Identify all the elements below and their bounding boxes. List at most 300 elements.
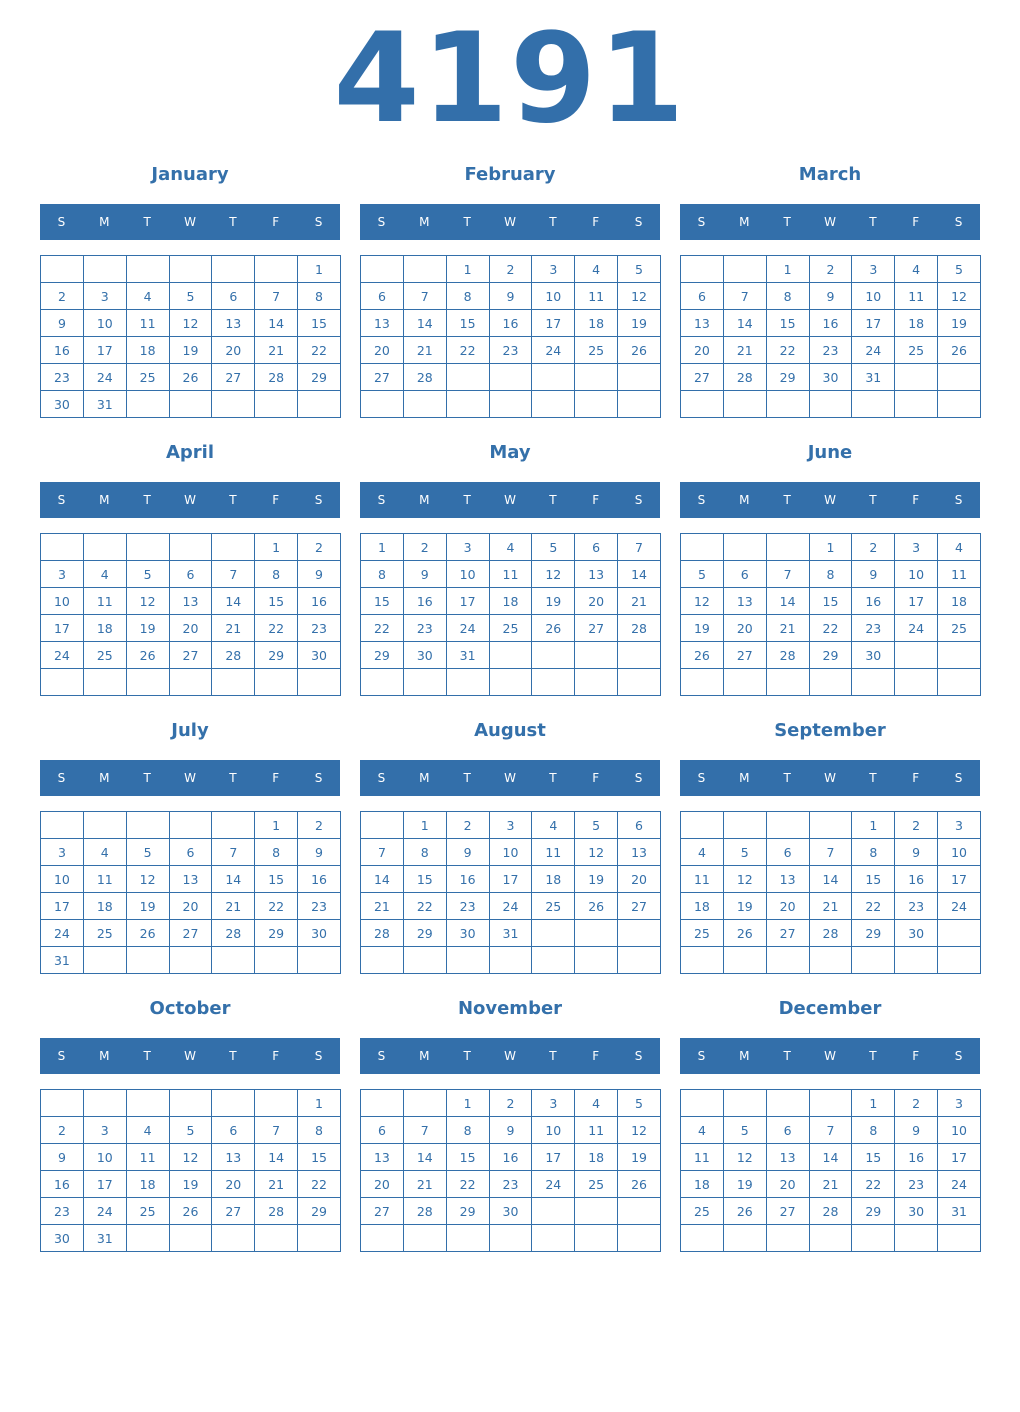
day-cell: 30	[298, 642, 341, 669]
day-cell: 8	[403, 839, 446, 866]
day-cell: 15	[766, 310, 809, 337]
day-cell	[809, 391, 852, 418]
day-cell: 24	[532, 1171, 575, 1198]
day-cell: 21	[212, 615, 255, 642]
day-cell: 21	[212, 893, 255, 920]
day-cell: 12	[723, 1144, 766, 1171]
day-cell: 30	[489, 1198, 532, 1225]
day-cell	[255, 1090, 298, 1117]
day-cell: 9	[403, 561, 446, 588]
day-cell: 16	[489, 1144, 532, 1171]
day-cell: 28	[766, 642, 809, 669]
day-cell: 16	[489, 310, 532, 337]
day-cell: 31	[41, 947, 84, 974]
weekday-label: W	[824, 215, 836, 229]
day-cell: 18	[938, 588, 981, 615]
week-row	[41, 1117, 341, 1144]
day-cell: 16	[809, 310, 852, 337]
week-row	[361, 866, 661, 893]
day-cell: 26	[618, 337, 661, 364]
day-cell	[446, 947, 489, 974]
day-cell: 21	[361, 893, 404, 920]
day-cell: 29	[852, 920, 895, 947]
day-cell: 8	[298, 1117, 341, 1144]
day-cell	[489, 947, 532, 974]
day-cell	[938, 642, 981, 669]
day-cell	[83, 669, 126, 696]
weekday-header	[360, 482, 660, 518]
day-cell	[723, 947, 766, 974]
day-cell	[618, 364, 661, 391]
day-cell: 29	[852, 1198, 895, 1225]
day-cell	[169, 391, 212, 418]
day-cell: 20	[212, 337, 255, 364]
day-cell	[126, 534, 169, 561]
day-cell: 7	[361, 839, 404, 866]
week-row	[41, 561, 341, 588]
day-cell: 8	[255, 561, 298, 588]
day-cell	[766, 947, 809, 974]
weekday-label: F	[272, 493, 280, 507]
day-cell: 23	[403, 615, 446, 642]
day-cell: 21	[809, 893, 852, 920]
day-cell: 18	[575, 310, 618, 337]
day-cell	[403, 947, 446, 974]
day-cell: 10	[83, 1144, 126, 1171]
day-cell	[681, 534, 724, 561]
week-row	[361, 615, 661, 642]
day-cell: 2	[41, 283, 84, 310]
day-cell: 27	[618, 893, 661, 920]
day-cell	[681, 947, 724, 974]
week-row	[681, 1090, 981, 1117]
weekday-label: W	[504, 1049, 516, 1063]
day-cell	[255, 391, 298, 418]
week-row	[681, 1171, 981, 1198]
day-cell: 27	[766, 920, 809, 947]
day-cell: 7	[255, 1117, 298, 1144]
day-cell: 15	[361, 588, 404, 615]
day-cell: 14	[212, 866, 255, 893]
day-grid	[680, 811, 981, 974]
day-cell: 27	[212, 1198, 255, 1225]
day-cell: 16	[895, 866, 938, 893]
day-cell: 12	[723, 866, 766, 893]
weekday-label: M	[99, 493, 110, 507]
week-row	[681, 256, 981, 283]
day-cell: 1	[852, 1090, 895, 1117]
week-row	[41, 642, 341, 669]
day-cell	[403, 391, 446, 418]
day-cell	[212, 256, 255, 283]
month-name: May	[489, 442, 531, 463]
day-cell: 25	[938, 615, 981, 642]
day-cell: 1	[852, 812, 895, 839]
day-cell: 26	[938, 337, 981, 364]
day-cell: 9	[489, 1117, 532, 1144]
day-cell: 29	[298, 364, 341, 391]
weekday-label: M	[739, 215, 750, 229]
day-cell: 8	[446, 283, 489, 310]
day-cell: 7	[403, 283, 446, 310]
day-cell	[298, 1225, 341, 1252]
day-cell	[809, 947, 852, 974]
day-cell: 25	[126, 364, 169, 391]
day-cell: 15	[298, 310, 341, 337]
day-cell: 25	[532, 893, 575, 920]
day-cell: 10	[446, 561, 489, 588]
day-cell: 9	[298, 839, 341, 866]
day-cell: 28	[809, 1198, 852, 1225]
day-cell	[895, 364, 938, 391]
weekday-label: T	[463, 1049, 471, 1063]
day-cell: 19	[723, 1171, 766, 1198]
day-cell: 20	[766, 893, 809, 920]
day-cell	[446, 391, 489, 418]
day-cell	[618, 920, 661, 947]
day-cell: 21	[255, 337, 298, 364]
day-cell: 23	[446, 893, 489, 920]
day-cell: 9	[489, 283, 532, 310]
day-cell: 23	[298, 893, 341, 920]
day-cell: 28	[403, 1198, 446, 1225]
weekday-label: T	[869, 771, 877, 785]
day-cell: 4	[681, 1117, 724, 1144]
day-cell	[575, 947, 618, 974]
day-cell: 31	[83, 1225, 126, 1252]
day-cell	[446, 669, 489, 696]
day-cell: 4	[895, 256, 938, 283]
day-cell: 9	[895, 1117, 938, 1144]
day-cell	[766, 391, 809, 418]
day-cell	[809, 669, 852, 696]
weekday-label: W	[824, 771, 836, 785]
day-cell: 22	[446, 1171, 489, 1198]
day-cell: 2	[298, 534, 341, 561]
day-cell: 13	[169, 588, 212, 615]
day-cell: 12	[618, 1117, 661, 1144]
day-cell	[618, 669, 661, 696]
weekday-label: T	[869, 493, 877, 507]
day-cell: 16	[403, 588, 446, 615]
weekday-label: T	[229, 493, 237, 507]
day-cell: 9	[895, 839, 938, 866]
day-cell: 7	[618, 534, 661, 561]
day-cell: 30	[403, 642, 446, 669]
week-row	[361, 920, 661, 947]
day-cell	[618, 391, 661, 418]
month-name: October	[149, 998, 231, 1019]
week-row	[681, 669, 981, 696]
day-cell: 23	[489, 337, 532, 364]
weekday-label: S	[634, 771, 643, 785]
day-cell: 6	[723, 561, 766, 588]
day-cell: 19	[618, 1144, 661, 1171]
day-cell	[895, 1225, 938, 1252]
day-cell: 5	[169, 283, 212, 310]
week-row	[361, 256, 661, 283]
day-cell: 31	[489, 920, 532, 947]
day-cell: 7	[766, 561, 809, 588]
day-cell: 26	[681, 642, 724, 669]
day-cell	[298, 669, 341, 696]
day-cell: 3	[532, 256, 575, 283]
weekday-header	[680, 204, 980, 240]
day-cell	[575, 1225, 618, 1252]
day-cell: 25	[575, 1171, 618, 1198]
day-cell: 10	[489, 839, 532, 866]
week-row	[41, 364, 341, 391]
day-cell: 26	[723, 920, 766, 947]
day-cell: 5	[169, 1117, 212, 1144]
day-cell: 1	[403, 812, 446, 839]
day-cell: 12	[169, 310, 212, 337]
day-cell	[532, 642, 575, 669]
day-cell	[489, 391, 532, 418]
day-cell: 3	[83, 283, 126, 310]
day-cell: 31	[446, 642, 489, 669]
day-cell	[938, 947, 981, 974]
day-cell: 3	[41, 839, 84, 866]
day-cell: 21	[809, 1171, 852, 1198]
weekday-label: W	[824, 1049, 836, 1063]
day-cell: 19	[126, 615, 169, 642]
day-cell: 14	[255, 310, 298, 337]
day-cell: 6	[212, 1117, 255, 1144]
day-cell: 29	[298, 1198, 341, 1225]
week-row	[361, 310, 661, 337]
day-cell: 18	[681, 893, 724, 920]
day-cell	[361, 812, 404, 839]
weekday-label: W	[504, 771, 516, 785]
day-cell: 19	[938, 310, 981, 337]
day-cell	[618, 1225, 661, 1252]
day-cell: 3	[895, 534, 938, 561]
day-cell	[489, 669, 532, 696]
day-cell: 2	[298, 812, 341, 839]
weekday-label: M	[419, 215, 430, 229]
week-row	[41, 391, 341, 418]
day-cell: 11	[126, 310, 169, 337]
weekday-label: S	[57, 1049, 66, 1063]
day-cell	[938, 669, 981, 696]
day-cell	[361, 1090, 404, 1117]
day-cell	[361, 947, 404, 974]
day-cell: 2	[41, 1117, 84, 1144]
day-cell: 12	[618, 283, 661, 310]
day-cell: 10	[532, 1117, 575, 1144]
day-cell: 23	[895, 893, 938, 920]
day-cell: 25	[681, 1198, 724, 1225]
weekday-label: T	[869, 1049, 877, 1063]
day-cell	[169, 1090, 212, 1117]
day-cell: 23	[895, 1171, 938, 1198]
day-cell: 2	[489, 1090, 532, 1117]
day-cell: 13	[618, 839, 661, 866]
day-cell: 7	[212, 561, 255, 588]
day-cell	[489, 364, 532, 391]
day-cell	[126, 391, 169, 418]
day-cell: 11	[83, 588, 126, 615]
day-cell: 12	[169, 1144, 212, 1171]
day-cell: 2	[852, 534, 895, 561]
week-row	[681, 337, 981, 364]
day-cell: 27	[723, 642, 766, 669]
day-cell: 17	[41, 615, 84, 642]
day-cell: 17	[83, 1171, 126, 1198]
day-cell: 15	[255, 588, 298, 615]
week-row	[681, 1144, 981, 1171]
week-row	[681, 310, 981, 337]
day-cell	[766, 1090, 809, 1117]
day-cell	[938, 1225, 981, 1252]
weekday-label: S	[57, 493, 66, 507]
day-cell: 11	[681, 866, 724, 893]
day-cell: 15	[852, 1144, 895, 1171]
day-cell: 28	[255, 1198, 298, 1225]
day-cell: 21	[723, 337, 766, 364]
day-cell: 5	[126, 839, 169, 866]
weekday-label: S	[377, 493, 386, 507]
weekday-label: T	[549, 771, 557, 785]
day-cell: 21	[618, 588, 661, 615]
weekday-label: F	[272, 215, 280, 229]
day-cell	[852, 669, 895, 696]
day-cell: 1	[255, 534, 298, 561]
weekday-header	[360, 1038, 660, 1074]
day-cell	[532, 669, 575, 696]
week-row	[361, 534, 661, 561]
day-cell: 30	[895, 1198, 938, 1225]
week-row	[361, 364, 661, 391]
day-cell	[766, 1225, 809, 1252]
week-row	[361, 812, 661, 839]
day-cell: 25	[83, 920, 126, 947]
day-cell: 10	[938, 1117, 981, 1144]
weekday-label: T	[549, 493, 557, 507]
day-cell: 26	[618, 1171, 661, 1198]
week-row	[361, 283, 661, 310]
weekday-header	[680, 1038, 980, 1074]
weekday-label: T	[143, 1049, 151, 1063]
day-cell: 9	[809, 283, 852, 310]
day-grid	[680, 255, 981, 418]
day-cell: 29	[255, 920, 298, 947]
month-name: July	[171, 720, 209, 741]
day-cell: 11	[895, 283, 938, 310]
day-cell: 22	[298, 337, 341, 364]
day-cell	[212, 669, 255, 696]
weekday-label: T	[143, 771, 151, 785]
day-cell	[532, 920, 575, 947]
day-cell: 17	[938, 1144, 981, 1171]
day-cell: 27	[575, 615, 618, 642]
day-cell: 3	[852, 256, 895, 283]
day-cell	[489, 642, 532, 669]
day-cell: 12	[681, 588, 724, 615]
day-cell: 4	[126, 283, 169, 310]
day-cell: 27	[361, 364, 404, 391]
weekday-label: W	[184, 771, 196, 785]
week-row	[41, 812, 341, 839]
day-cell: 30	[852, 642, 895, 669]
day-cell: 20	[212, 1171, 255, 1198]
day-cell: 7	[403, 1117, 446, 1144]
day-cell: 13	[723, 588, 766, 615]
day-cell: 25	[575, 337, 618, 364]
day-cell: 6	[766, 1117, 809, 1144]
day-cell: 4	[532, 812, 575, 839]
day-cell: 24	[938, 893, 981, 920]
weekday-label: M	[419, 493, 430, 507]
day-cell: 24	[83, 1198, 126, 1225]
weekday-label: S	[314, 1049, 323, 1063]
weekday-label: S	[314, 771, 323, 785]
weekday-label: F	[912, 771, 920, 785]
day-cell: 10	[41, 588, 84, 615]
week-row	[41, 310, 341, 337]
week-row	[361, 947, 661, 974]
day-cell	[895, 642, 938, 669]
day-cell: 8	[255, 839, 298, 866]
day-cell: 24	[41, 920, 84, 947]
day-cell: 4	[575, 256, 618, 283]
day-cell: 13	[212, 1144, 255, 1171]
day-grid	[360, 1089, 661, 1252]
day-cell	[255, 256, 298, 283]
day-grid	[40, 811, 341, 974]
day-cell: 4	[126, 1117, 169, 1144]
weekday-label: F	[592, 771, 600, 785]
month-name: March	[798, 164, 862, 185]
day-cell	[212, 1090, 255, 1117]
day-cell: 28	[361, 920, 404, 947]
weekday-label: S	[57, 771, 66, 785]
day-cell: 4	[681, 839, 724, 866]
day-cell: 23	[489, 1171, 532, 1198]
day-cell	[361, 1225, 404, 1252]
day-cell: 19	[575, 866, 618, 893]
weekday-label: M	[419, 1049, 430, 1063]
day-cell	[895, 669, 938, 696]
day-cell: 29	[446, 1198, 489, 1225]
day-cell: 24	[41, 642, 84, 669]
day-cell	[618, 1198, 661, 1225]
week-row	[361, 1117, 661, 1144]
week-row	[41, 615, 341, 642]
day-cell: 23	[809, 337, 852, 364]
weekday-header	[360, 204, 660, 240]
day-cell: 6	[766, 839, 809, 866]
month-name: June	[807, 442, 853, 463]
day-cell: 24	[895, 615, 938, 642]
day-cell	[126, 947, 169, 974]
day-cell: 2	[895, 1090, 938, 1117]
day-grid	[680, 533, 981, 696]
day-cell: 23	[41, 364, 84, 391]
weekday-header	[40, 204, 340, 240]
day-cell	[446, 1225, 489, 1252]
weekday-label: T	[869, 215, 877, 229]
day-cell: 22	[766, 337, 809, 364]
day-cell: 15	[298, 1144, 341, 1171]
day-cell: 9	[852, 561, 895, 588]
day-cell: 1	[446, 256, 489, 283]
day-cell: 26	[169, 1198, 212, 1225]
weekday-label: S	[634, 215, 643, 229]
day-cell	[298, 391, 341, 418]
week-row	[681, 615, 981, 642]
